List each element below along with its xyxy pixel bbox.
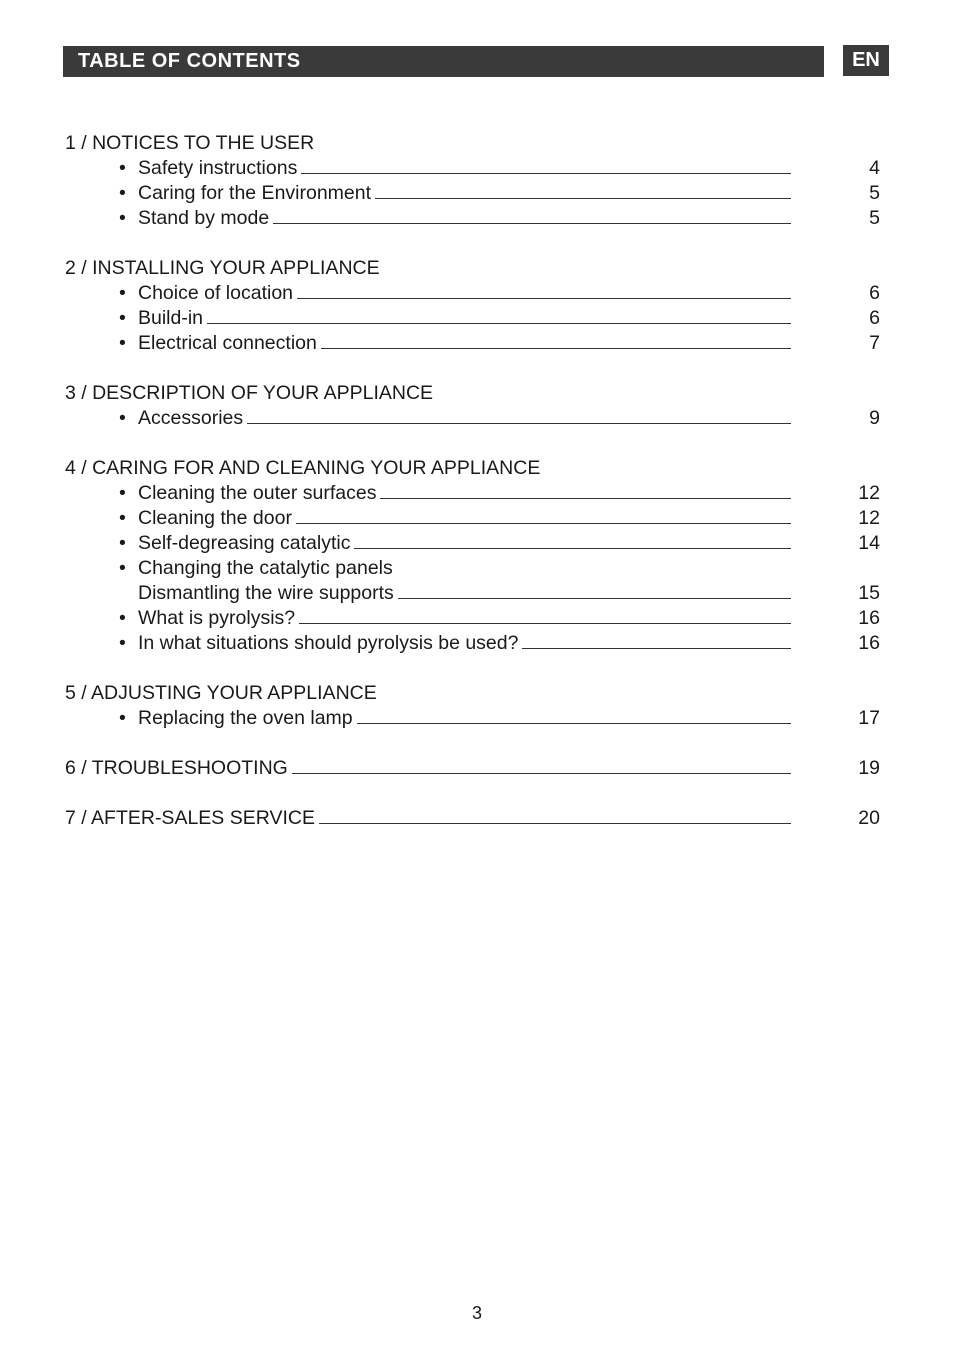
toc-page-number: 6: [869, 307, 880, 329]
toc-page-number: 20: [858, 807, 880, 829]
bullet-icon: •: [119, 332, 126, 354]
bullet-icon: •: [119, 532, 126, 554]
toc-item-label: Build-in: [138, 306, 207, 331]
toc-page-number: 7: [869, 332, 880, 354]
toc-section-row[interactable]: [0, 256, 954, 281]
toc-item-row[interactable]: [0, 306, 954, 331]
toc-page-number: 17: [858, 707, 880, 729]
toc-item-label: Changing the catalytic panels: [138, 556, 397, 581]
language-badge: EN: [843, 45, 889, 76]
toc-section-row[interactable]: [0, 681, 954, 706]
toc-item-label: What is pyrolysis?: [138, 606, 299, 631]
toc-item-label: Safety instructions: [138, 156, 301, 181]
section-header-bar: [63, 46, 824, 77]
toc-leader-line: [297, 298, 791, 299]
toc-leader-line: [296, 523, 791, 524]
toc-page-number: 5: [869, 207, 880, 229]
toc-item-label: Dismantling the wire supports: [138, 581, 398, 606]
toc-item-row[interactable]: [0, 531, 954, 556]
toc-item-row[interactable]: [0, 156, 954, 181]
bullet-icon: •: [119, 632, 126, 654]
page-title: TABLE OF CONTENTS: [78, 50, 301, 72]
toc-page-number: 5: [869, 182, 880, 204]
toc-page-number: 15: [858, 582, 880, 604]
toc-section-title: 2 / INSTALLING YOUR APPLIANCE: [65, 256, 384, 281]
bullet-icon: •: [119, 207, 126, 229]
toc-section-title: 5 / ADJUSTING YOUR APPLIANCE: [65, 681, 381, 706]
toc-item-row[interactable]: [0, 281, 954, 306]
toc-page-number: 14: [858, 532, 880, 554]
toc-section-row[interactable]: [0, 756, 954, 781]
toc-item-row[interactable]: [0, 581, 954, 606]
toc-page-number: 9: [869, 407, 880, 429]
toc-item-row[interactable]: [0, 406, 954, 431]
toc-item-row[interactable]: [0, 331, 954, 356]
bullet-icon: •: [119, 182, 126, 204]
bullet-icon: •: [119, 507, 126, 529]
toc-item-label: Replacing the oven lamp: [138, 706, 357, 731]
toc-leader-line: [375, 198, 791, 199]
toc-page-number: 6: [869, 282, 880, 304]
toc-section-title: 4 / CARING FOR AND CLEANING YOUR APPLIANCE: [65, 456, 544, 481]
toc-section-row[interactable]: [0, 806, 954, 831]
toc-section-row[interactable]: [0, 456, 954, 481]
toc-page-number: 12: [858, 482, 880, 504]
toc-leader-line: [292, 773, 791, 774]
toc-leader-line: [301, 173, 791, 174]
toc-leader-line: [247, 423, 791, 424]
toc-leader-line: [357, 723, 791, 724]
toc-leader-line: [522, 648, 791, 649]
toc-page-number: 16: [858, 632, 880, 654]
toc-section-row[interactable]: [0, 131, 954, 156]
toc-leader-line: [321, 348, 791, 349]
toc-item-label: Electrical connection: [138, 331, 321, 356]
bullet-icon: •: [119, 482, 126, 504]
toc-item-label: Cleaning the door: [138, 506, 296, 531]
bullet-icon: •: [119, 282, 126, 304]
toc-page-number: 4: [869, 157, 880, 179]
toc-section-title: 7 / AFTER-SALES SERVICE: [65, 806, 319, 831]
toc-item-row[interactable]: [0, 706, 954, 731]
toc-leader-line: [273, 223, 791, 224]
toc-item-label: Choice of location: [138, 281, 297, 306]
bullet-icon: •: [119, 307, 126, 329]
toc-leader-line: [380, 498, 791, 499]
toc-item-row[interactable]: [0, 556, 954, 581]
page-number: 3: [471, 1303, 482, 1323]
toc-section-row[interactable]: [0, 381, 954, 406]
toc-item-row[interactable]: [0, 506, 954, 531]
toc-section-title: 6 / TROUBLESHOOTING: [65, 756, 292, 781]
toc-item-label: Caring for the Environment: [138, 181, 375, 206]
toc-item-label: Stand by mode: [138, 206, 273, 231]
toc-item-label: Cleaning the outer surfaces: [138, 481, 380, 506]
toc-leader-line: [207, 323, 791, 324]
toc-leader-line: [319, 823, 791, 824]
toc-page-number: 16: [858, 607, 880, 629]
bullet-icon: •: [119, 407, 126, 429]
toc-item-row[interactable]: [0, 481, 954, 506]
toc-item-label: In what situations should pyrolysis be used?: [138, 631, 522, 656]
bullet-icon: •: [119, 707, 126, 729]
bullet-icon: •: [119, 607, 126, 629]
toc-item-row[interactable]: [0, 181, 954, 206]
bullet-icon: •: [119, 557, 126, 579]
toc-page-number: 19: [858, 757, 880, 779]
toc-item-label: Accessories: [138, 406, 247, 431]
bullet-icon: •: [119, 157, 126, 179]
toc-section-title: 3 / DESCRIPTION OF YOUR APPLIANCE: [65, 381, 437, 406]
toc-item-row[interactable]: [0, 206, 954, 231]
toc-section-title: 1 / NOTICES TO THE USER: [65, 131, 318, 156]
toc-item-row[interactable]: [0, 606, 954, 631]
toc-leader-line: [354, 548, 791, 549]
toc-leader-line: [299, 623, 791, 624]
toc-item-row[interactable]: [0, 631, 954, 656]
toc-leader-line: [398, 598, 791, 599]
toc-page-number: 12: [858, 507, 880, 529]
toc-item-label: Self-degreasing catalytic: [138, 531, 354, 556]
